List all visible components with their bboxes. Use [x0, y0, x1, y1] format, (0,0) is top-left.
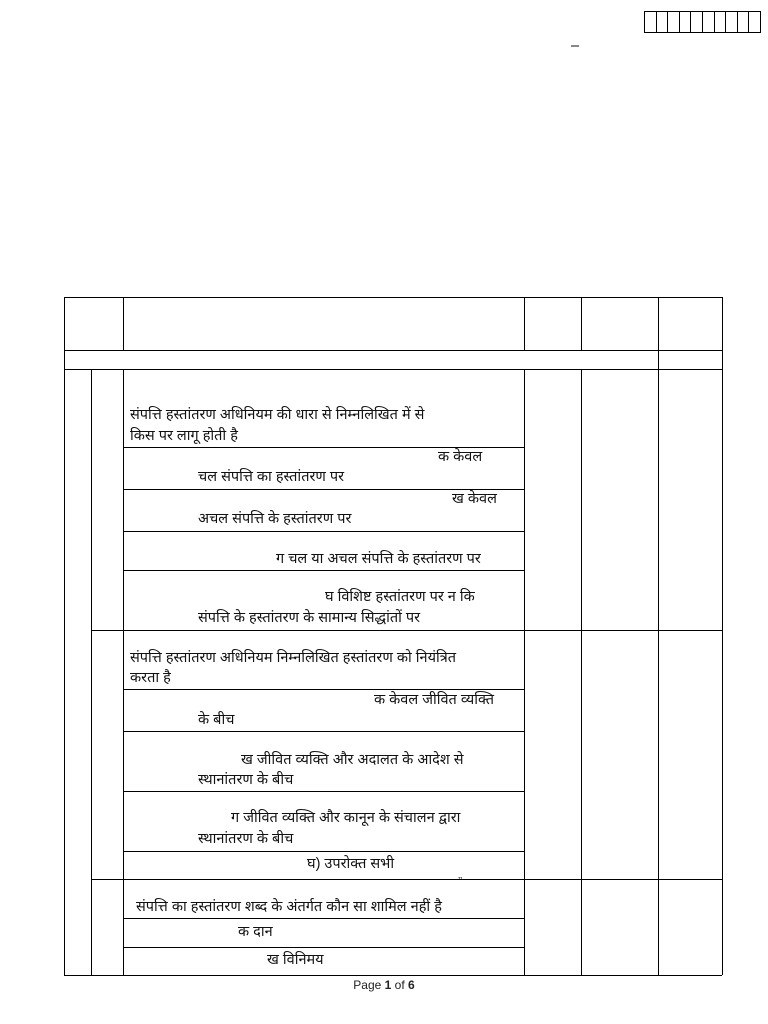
roll-number-boxes — [645, 11, 761, 33]
option-2b-line-1: ख जीवित व्यक्ति और अदालत के आदेश से — [241, 752, 464, 768]
option-2a-line-2: के बीच — [198, 712, 235, 728]
option-2b-line-2: स्थानांतरण के बीच — [198, 772, 294, 788]
question-3-text: संपत्ति का हस्तांतरण शब्द के अंतर्गत कौन सा शामिल नहीं है — [136, 899, 442, 915]
page-number: 1 — [384, 978, 392, 992]
option-2c-line-1: ग जीवित व्यक्ति और कानून के संचालन द्वारा — [231, 810, 461, 826]
option-1d-line-1: घ विशिष्ट हस्तांतरण पर न कि — [325, 589, 475, 605]
option-2c-line-2: स्थानांतरण के बीच — [198, 831, 294, 847]
question-2-text-line-1: संपत्ति हस्तांतरण अधिनियम निम्नलिखित हस्तांतरण को नियंत्रित — [130, 650, 457, 666]
header-dash: – — [571, 38, 580, 54]
option-2d: घ) उपरोक्त सभी — [307, 856, 395, 872]
page-word: Page — [353, 978, 382, 992]
total-pages: 6 — [408, 978, 415, 992]
option-3b: ख विनिमय — [267, 952, 324, 968]
roll-box — [748, 11, 761, 33]
option-1b-line-1: ख केवल — [452, 491, 497, 507]
option-1d-line-2: संपत्ति के हस्तांतरण के सामान्य सिद्धांतों पर — [198, 610, 421, 626]
page-footer — [0, 978, 768, 992]
of-word: of — [394, 978, 405, 992]
option-1c: ग चल या अचल संपत्ति के हस्तांतरण पर — [276, 551, 481, 567]
quote-mark: ’’ — [458, 876, 463, 887]
option-1a-line-1: क केवल — [438, 449, 483, 465]
question-1-text-line-1: संपत्ति हस्तांतरण अधिनियम की धारा से निम्नलिखित में से — [130, 407, 425, 423]
option-2a-line-1: क केवल जीवित व्यक्ति — [374, 692, 495, 708]
question-2-text-line-2: करता है — [130, 670, 171, 686]
option-3a: क दान — [238, 924, 273, 940]
option-1b-line-2: अचल संपत्ति के हस्तांतरण पर — [198, 511, 352, 527]
option-1a-line-2: चल संपत्ति का हस्तांतरण पर — [198, 469, 345, 485]
question-1-text-line-2: किस पर लागू होती है — [130, 428, 238, 444]
